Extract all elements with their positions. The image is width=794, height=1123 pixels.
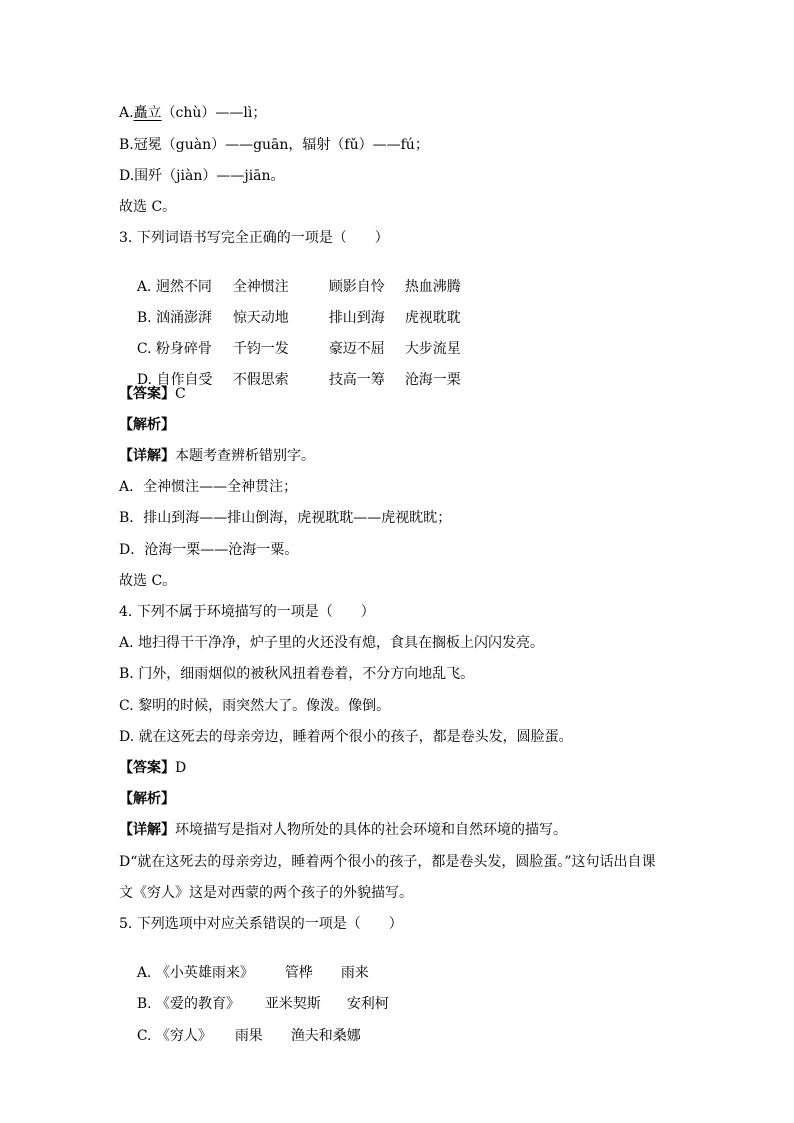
question-3-stem: 3. 下列词语书写完全正确的一项是（ ） xyxy=(119,230,389,246)
option-label: A. 迥然不同 xyxy=(136,279,212,295)
option-word: 惊天动地 xyxy=(232,310,289,326)
explanation-line: D“就在这死去的母亲旁边，睡着两个很小的孩子，都是卷头发，圆脸蛋。”这句话出自课 xyxy=(119,854,656,870)
explanation-line: B．排山到海——排山倒海，虎视耽耽——虎视眈眈； xyxy=(119,510,452,526)
option-word: 排山到海 xyxy=(328,310,385,326)
detail-tag: 【详解】 xyxy=(119,822,175,838)
text-line: 故选 C。 xyxy=(119,199,177,215)
question-4-analysis-heading: 【解析】 xyxy=(119,791,175,807)
question-5-option-c xyxy=(119,1009,361,1063)
text-fragment: （chù）——lì； xyxy=(161,105,267,121)
explanation-line: D．沧海一栗——沧海一粟。 xyxy=(119,542,299,558)
question-4-detail xyxy=(119,821,567,839)
option-label: C. 粉身碎骨 xyxy=(136,341,212,357)
detail-text: 本题考查辨析错别字。 xyxy=(175,448,315,464)
question-4-option-c: C. 黎明的时候，雨突然大了。像泼。像倒。 xyxy=(119,698,391,714)
answer-tag: 【答案】 xyxy=(119,760,175,776)
question-5-stem: 5. 下列选项中对应关系错误的一项是（ ） xyxy=(119,916,403,932)
option-word: 技高一筹 xyxy=(328,372,385,388)
question-4-stem: 4. 下列不属于环境描写的一项是（ ） xyxy=(119,604,375,620)
option-label: B. 汹涌澎湃 xyxy=(136,310,213,326)
option-character: 安利柯 xyxy=(346,996,389,1012)
option-title: B. 《爱的教育》 xyxy=(136,996,241,1012)
question-4-option-b: B. 门外，细雨烟似的被秋风扭着卷着，不分方向地乱飞。 xyxy=(119,666,475,682)
text-line xyxy=(119,104,266,122)
question-3-analysis-heading: 【解析】 xyxy=(119,417,175,433)
answer-value: D xyxy=(175,760,187,776)
explanation-line: 文《穷人》这是对西蒙的两个孩子的外貌描写。 xyxy=(119,885,413,901)
text-fragment: A. xyxy=(119,105,134,121)
text-line: B.冠冕（guàn）——guān，辐射（fǔ）——fú； xyxy=(119,137,429,153)
underlined-term: 矗立 xyxy=(133,105,162,121)
text-line: D.围歼（jiàn）——jiān。 xyxy=(119,168,285,184)
option-word: 千钧一发 xyxy=(232,341,289,357)
option-word: 顾影自怜 xyxy=(328,279,385,295)
option-author: 管桦 xyxy=(284,965,313,981)
answer-value: C xyxy=(175,386,186,402)
option-character: 雨来 xyxy=(340,965,369,981)
option-character: 渔夫和桑娜 xyxy=(290,1028,361,1044)
option-word: 热血沸腾 xyxy=(404,279,461,295)
question-4-answer xyxy=(119,759,186,777)
question-3-answer xyxy=(119,385,186,403)
option-label: D. 自作自受 xyxy=(136,372,213,388)
answer-tag: 【答案】 xyxy=(119,386,175,402)
option-author: 雨果 xyxy=(234,1028,263,1044)
explanation-line: A．全神惯注——全神贯注； xyxy=(119,479,298,495)
option-author: 亚米契斯 xyxy=(264,996,321,1012)
option-word: 不假思索 xyxy=(232,372,289,388)
question-4-option-d: D. 就在这死去的母亲旁边，睡着两个很小的孩子，都是卷头发，圆脸蛋。 xyxy=(119,729,573,745)
option-title: C. 《穷人》 xyxy=(136,1028,212,1044)
option-word: 大步流星 xyxy=(404,341,461,357)
option-word: 全神惯注 xyxy=(232,279,289,295)
option-word: 沧海一栗 xyxy=(404,372,461,388)
option-word: 虎视耽耽 xyxy=(404,310,461,326)
option-title: A. 《小英雄雨来》 xyxy=(136,965,254,981)
detail-text: 环境描写是指对人物所处的具体的社会环境和自然环境的描写。 xyxy=(175,822,567,838)
detail-tag: 【详解】 xyxy=(119,448,175,464)
question-3-detail xyxy=(119,447,315,465)
option-word: 豪迈不屈 xyxy=(328,341,385,357)
question-4-option-a: A. 地扫得干干净净，炉子里的火还没有熄，食具在搁板上闪闪发亮。 xyxy=(119,635,545,651)
question-3-conclusion: 故选 C。 xyxy=(119,573,177,589)
